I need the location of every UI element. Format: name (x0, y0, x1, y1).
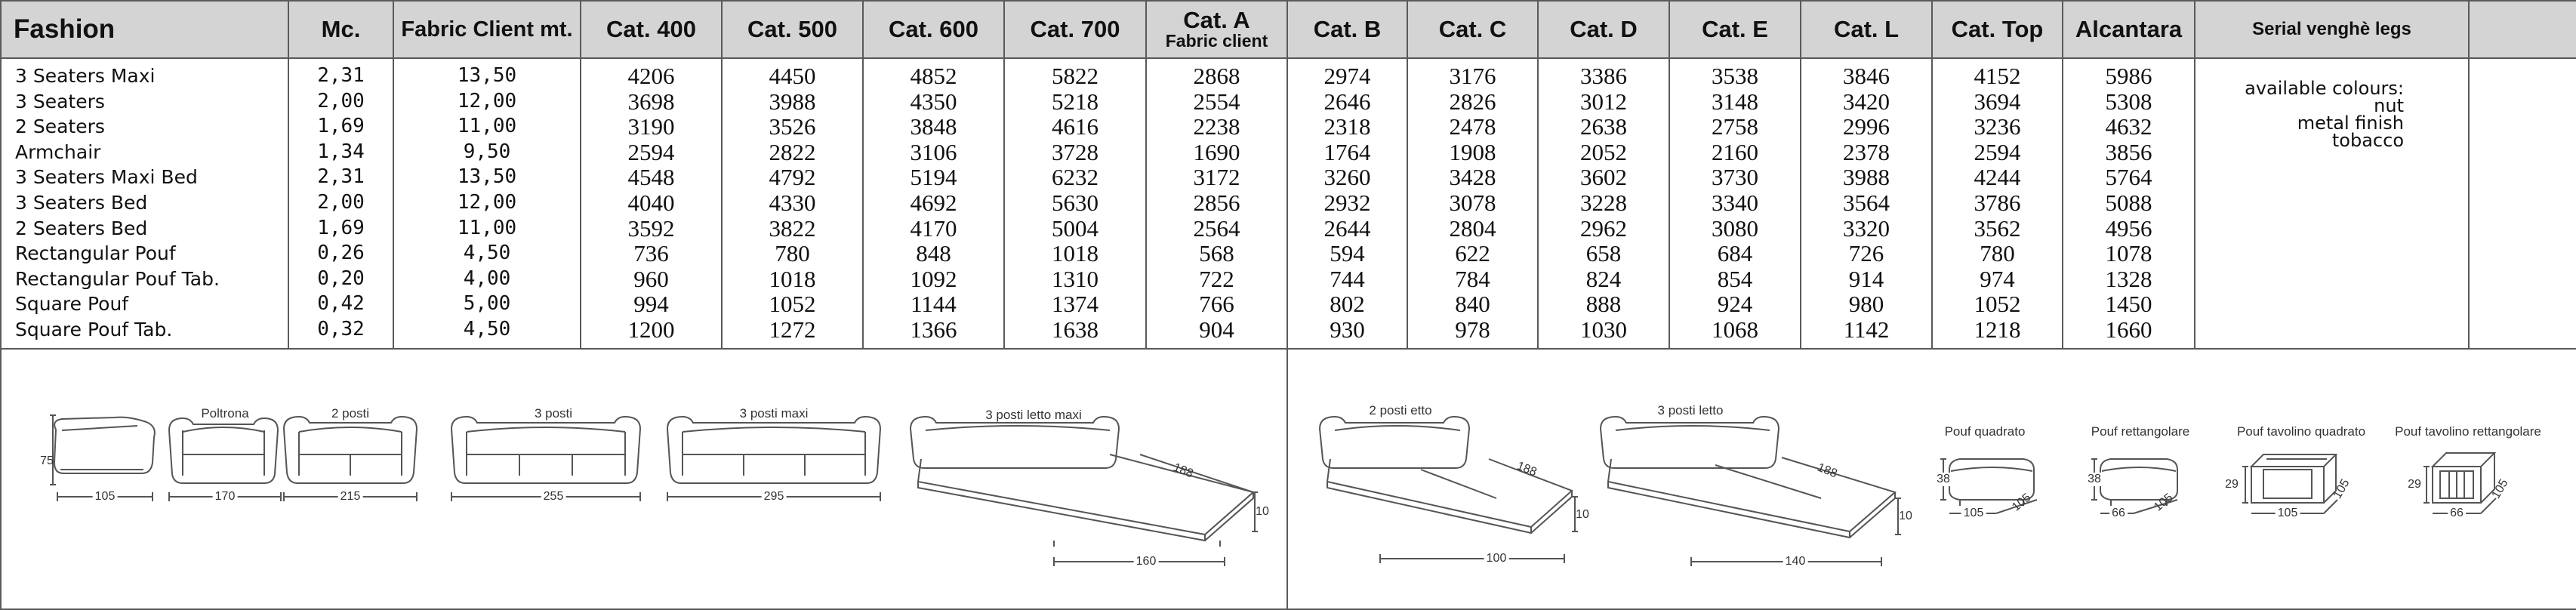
column-header-label: Cat. A (1183, 7, 1250, 33)
column-header-cc (1407, 1, 1538, 58)
table-cell: 1078 (2105, 240, 2152, 267)
table-cell: 0,26 (317, 242, 365, 265)
table-cell: 13,50 (457, 64, 517, 87)
table-cell: 1200 (627, 316, 675, 343)
table-cell: 3538 (1712, 63, 1758, 89)
dimension-label: 188 (1514, 459, 1539, 479)
table-cell: 3730 (1712, 164, 1758, 191)
column-ca (1146, 58, 1287, 349)
serial-note-line: nut (2374, 95, 2404, 116)
sofa-3maxi-drawing (667, 417, 880, 501)
dimension-label: 105 (93, 490, 118, 504)
dimension-label: 29 (2225, 478, 2239, 491)
drawing-caption: 3 posti letto (1657, 403, 1724, 417)
table-cell: 2826 (1449, 88, 1496, 115)
column-header-c600 (863, 1, 1004, 58)
column-header-label: Fashion (14, 14, 116, 44)
table-cell: 2804 (1449, 214, 1496, 242)
table-cell: 3988 (769, 88, 816, 115)
table-cell: 658 (1585, 240, 1622, 267)
column-header-ce (1669, 1, 1801, 58)
column-c500 (722, 58, 863, 349)
table-cell: 1218 (1974, 316, 2021, 343)
table-cell: 3386 (1580, 63, 1627, 89)
drawing-caption: Pouf quadrato (1944, 424, 2026, 439)
serial-note-line: available colours: (2245, 78, 2404, 99)
table-cell: 3822 (769, 214, 816, 242)
column-header-ctop (1932, 1, 2063, 58)
table-cell: 1,34 (317, 140, 365, 163)
column-cb (1287, 58, 1407, 349)
column-header-cb (1287, 1, 1407, 58)
table-cell: 1068 (1712, 316, 1758, 343)
product-drawings (2, 349, 2574, 608)
table-cell: 930 (1330, 316, 1365, 343)
serial-note-line: metal finish (2297, 112, 2404, 134)
bed-3maxi-drawing (911, 417, 1258, 566)
drawing-caption: Poltrona (201, 406, 249, 421)
column-header-c500 (722, 1, 863, 58)
serial-note-line: tobacco (2331, 130, 2404, 151)
table-cell: 2758 (1712, 113, 1758, 140)
table-cell: 1092 (910, 265, 957, 292)
column-c400 (581, 58, 722, 349)
dimension-label: 255 (541, 490, 566, 504)
column-header-label: Cat. 700 (1030, 16, 1120, 42)
table-cell: 9,50 (463, 140, 511, 163)
table-cell: 12,00 (457, 89, 517, 112)
drawing-caption: 3 posti letto maxi (985, 408, 1082, 422)
table-cell: 1638 (1052, 316, 1098, 343)
column-alc (2063, 58, 2195, 349)
table-cell: 974 (1980, 265, 2015, 292)
table-cell: 4548 (627, 164, 675, 191)
table-cell: 684 (1717, 240, 1753, 267)
table-cell: Rectangular Pouf (15, 242, 176, 265)
table-cell: 1052 (1974, 291, 2021, 318)
table-cell: 2 Seaters (15, 116, 105, 138)
dimension-label: 10 (1899, 510, 1912, 522)
table-cell: 2 Seaters Bed (15, 217, 148, 239)
column-header-alc (2063, 1, 2195, 58)
table-cell: 3526 (769, 113, 816, 140)
column-cc (1407, 58, 1538, 349)
table-cell: 1018 (1052, 240, 1098, 267)
table-cell: 1660 (2105, 316, 2152, 343)
sofa-2-drawing (284, 417, 417, 501)
table-cell: 5,00 (463, 292, 511, 316)
column-serial (2195, 58, 2469, 349)
table-cell: 2,31 (317, 165, 365, 189)
armchair-drawing (169, 418, 281, 501)
table-cell: 2974 (1323, 63, 1371, 89)
table-cell: 1374 (1052, 291, 1098, 318)
bed-3-drawing (1601, 417, 1901, 566)
table-cell: 3176 (1449, 63, 1496, 89)
table-cell: 5822 (1052, 63, 1098, 89)
table-cell: 3148 (1712, 88, 1758, 115)
table-cell: 4616 (1052, 113, 1098, 140)
table-cell: 1272 (769, 316, 816, 343)
table-cell: 2996 (1843, 113, 1890, 140)
drawing-caption: Pouf rettangolare (2091, 424, 2190, 439)
table-cell: 3428 (1449, 164, 1496, 191)
column-header-sublabel: Fabric client (1165, 31, 1268, 51)
table-cell: 5218 (1052, 88, 1098, 115)
armchair-side-drawing (50, 415, 155, 501)
dimension-label: 75 (40, 454, 54, 467)
table-cell: 978 (1455, 316, 1490, 343)
table-cell: 0,42 (317, 292, 365, 316)
table-cell: 3786 (1974, 189, 2021, 216)
table-cell: 4206 (627, 63, 675, 89)
table-cell: 1144 (911, 291, 957, 318)
column-header-label: Cat. 500 (747, 16, 837, 42)
table-cell: 2052 (1580, 138, 1627, 165)
column-header-label: Cat. B (1313, 16, 1382, 42)
table-cell: 3420 (1843, 88, 1890, 115)
table-cell: 5004 (1052, 214, 1098, 242)
table-cell: 736 (633, 240, 669, 267)
table-cell: 3602 (1580, 164, 1627, 191)
dimension-label: 295 (762, 490, 787, 504)
table-cell: 802 (1330, 291, 1365, 318)
table-cell: 3190 (627, 113, 675, 140)
pouf-table-square-drawing (2242, 454, 2337, 513)
dimension-label: 38 (1934, 473, 1952, 486)
column-header-fabric (393, 1, 581, 58)
column-c700 (1004, 58, 1146, 349)
table-cell: 4244 (1974, 164, 2021, 191)
dimension-label: 105 (2276, 507, 2300, 520)
table-cell: 11,00 (457, 115, 517, 138)
table-cell: 2644 (1323, 214, 1371, 242)
table-cell: 780 (775, 240, 810, 267)
table-cell: 2,31 (317, 64, 365, 87)
table-cell: 2160 (1712, 138, 1758, 165)
table-cell: 2238 (1193, 113, 1240, 140)
table-cell: 1366 (910, 316, 957, 343)
dimension-label: 66 (2448, 507, 2466, 520)
drawing-caption: 3 posti (534, 406, 573, 421)
dimension-label: 188 (1815, 461, 1839, 481)
table-cell: 4152 (1974, 63, 2021, 89)
table-cell: 0,32 (317, 317, 365, 340)
table-cell: 3 Seaters Bed (15, 191, 148, 214)
table-cell: 568 (1199, 240, 1234, 267)
header-row (1, 1, 2576, 58)
column-blank (2469, 58, 2576, 349)
table-cell: 4350 (910, 88, 957, 115)
table-cell: 3846 (1843, 63, 1890, 89)
table-cell: 2868 (1193, 63, 1240, 89)
table-cell: 924 (1717, 291, 1753, 318)
table-cell: 5088 (2105, 189, 2152, 216)
table-cell: 2564 (1193, 214, 1240, 242)
table-cell: 3228 (1580, 189, 1627, 216)
table-cell: 3728 (1052, 138, 1098, 165)
table-cell: 854 (1717, 265, 1753, 292)
drawing-caption: 2 posti (331, 406, 370, 421)
table-cell: 4,50 (463, 242, 511, 265)
table-cell: 4692 (910, 189, 957, 216)
dimension-label: 38 (2085, 473, 2103, 486)
table-cell: 914 (1848, 265, 1884, 292)
table-cell: 960 (633, 265, 669, 292)
table-cell: 2962 (1580, 214, 1627, 242)
table-cell: 594 (1330, 240, 1365, 267)
column-header-ca (1146, 1, 1287, 58)
column-header-label: Cat. 600 (889, 16, 978, 42)
column-header-label: Cat. D (1570, 16, 1638, 42)
dimension-label: 160 (1134, 555, 1159, 568)
column-header-name (1, 1, 288, 58)
drawings-panel (0, 349, 2576, 610)
table-cell: 1450 (2105, 291, 2152, 318)
drawing-caption: Pouf tavolino rettangolare (2395, 424, 2541, 439)
table-cell: 13,50 (457, 165, 517, 189)
table-cell: 5986 (2105, 63, 2152, 89)
column-header-label: Cat. L (1833, 16, 1900, 42)
dimension-label: 100 (1484, 552, 1509, 565)
table-cell: 622 (1455, 240, 1490, 267)
column-header-mc (288, 1, 393, 58)
column-cl (1801, 58, 1932, 349)
column-header-c400 (581, 1, 722, 58)
table-cell: Armchair (15, 140, 101, 163)
table-cell: 1690 (1193, 138, 1240, 165)
table-cell: 4956 (2105, 214, 2152, 242)
table-cell: 1328 (2105, 265, 2152, 292)
column-header-label: Fabric Client mt. (401, 17, 573, 42)
table-cell: 2554 (1193, 88, 1240, 115)
table-cell: 4330 (769, 189, 816, 216)
column-header-serial (2195, 1, 2469, 58)
table-cell: 848 (916, 240, 951, 267)
dimension-label: 188 (1171, 461, 1195, 481)
table-cell: 5308 (2105, 88, 2152, 115)
table-cell: 3106 (910, 138, 957, 165)
table-cell: 2,00 (317, 190, 365, 214)
table-cell: 5764 (2105, 164, 2152, 191)
table-cell: Square Pouf Tab. (15, 318, 173, 340)
table-cell: 3080 (1712, 214, 1758, 242)
drawing-caption: 3 posti maxi (739, 406, 809, 421)
bed-2-drawing (1320, 417, 1578, 563)
column-ctop (1932, 58, 2063, 349)
table-cell: 722 (1199, 265, 1234, 292)
dimension-label: 105 (2331, 476, 2353, 501)
column-header-cl (1801, 1, 1932, 58)
column-name (1, 58, 288, 349)
table-cell: Square Pouf (15, 293, 129, 316)
column-header-label: Cat. C (1438, 16, 1507, 42)
table-cell: 3694 (1974, 88, 2021, 115)
column-mc (288, 58, 393, 349)
table-cell: 3320 (1843, 214, 1890, 242)
column-fabric (393, 58, 581, 349)
column-cd (1538, 58, 1669, 349)
table-cell: 4,00 (463, 266, 511, 290)
column-header-label: Cat. Top (1951, 16, 2044, 42)
column-header-label: Cat. E (1702, 16, 1768, 42)
table-cell: 726 (1848, 240, 1884, 267)
table-cell: 994 (633, 291, 669, 318)
table-cell: 3340 (1712, 189, 1758, 216)
table-cell: 4,50 (463, 317, 511, 340)
table-cell: 2478 (1449, 113, 1496, 140)
column-header-label: Cat. 400 (606, 16, 696, 42)
drawing-caption: Pouf tavolino quadrato (2236, 424, 2366, 439)
table-cell: 3 Seaters Maxi Bed (15, 166, 198, 189)
table-cell: 1310 (1052, 265, 1098, 292)
data-row (1, 58, 2576, 349)
table-cell: 11,00 (457, 216, 517, 239)
table-cell: 5194 (910, 164, 957, 191)
table-cell: 888 (1585, 291, 1622, 318)
table-cell: 4852 (910, 63, 957, 89)
drawing-caption: 2 posti etto (1369, 403, 1432, 417)
table-cell: 2856 (1193, 189, 1240, 216)
table-cell: 1908 (1449, 138, 1496, 165)
table-cell: 3698 (627, 88, 675, 115)
table-cell: 2594 (1974, 138, 2021, 165)
table-cell: 3012 (1580, 88, 1627, 115)
pouf-table-rect-drawing (2423, 453, 2496, 513)
table-cell: 2594 (627, 138, 675, 165)
table-cell: 2638 (1580, 113, 1627, 140)
sofa-3-drawing (451, 417, 640, 501)
table-cell: 980 (1848, 291, 1884, 318)
dimension-label: 105 (1961, 507, 1986, 520)
column-c600 (863, 58, 1004, 349)
column-header-c700 (1004, 1, 1146, 58)
table-cell: 4040 (627, 189, 675, 216)
table-cell: 1018 (769, 265, 816, 292)
table-cell: 3592 (627, 214, 675, 242)
table-cell: 3078 (1449, 189, 1496, 216)
table-cell: 780 (1980, 240, 2015, 267)
table-cell: 784 (1455, 265, 1490, 292)
table-cell: 840 (1455, 291, 1490, 318)
table-cell: 744 (1330, 265, 1365, 292)
table-cell: 1,69 (317, 216, 365, 239)
table-cell: 4632 (2105, 113, 2152, 140)
table-cell: 3260 (1323, 164, 1371, 191)
table-cell: 3 Seaters Maxi (15, 65, 156, 87)
dimension-label: 105 (2009, 491, 2034, 514)
table-cell: 1052 (769, 291, 816, 318)
table-cell: 4170 (910, 214, 957, 242)
table-cell: 2822 (769, 138, 816, 165)
table-cell: Rectangular Pouf Tab. (15, 267, 220, 290)
table-cell: 0,20 (317, 266, 365, 290)
column-header-label: Mc. (321, 16, 361, 42)
dimension-label: 66 (2109, 507, 2128, 520)
table-cell: 5630 (1052, 189, 1098, 216)
column-header-cd (1538, 1, 1669, 58)
table-cell: 3562 (1974, 214, 2021, 242)
table-cell: 1,69 (317, 115, 365, 138)
table-cell: 3856 (2105, 138, 2152, 165)
dimension-label: 105 (2151, 491, 2176, 514)
table-cell: 3 Seaters (15, 90, 105, 112)
dimension-label: 10 (1576, 508, 1589, 521)
table-cell: 824 (1585, 265, 1622, 292)
table-cell: 904 (1199, 316, 1234, 343)
table-cell: 1030 (1580, 316, 1627, 343)
table-cell: 3848 (910, 113, 957, 140)
column-header-label: Alcantara (2075, 16, 2183, 42)
table-cell: 766 (1199, 291, 1234, 318)
table-cell: 2378 (1843, 138, 1890, 165)
table-cell: 12,00 (457, 190, 517, 214)
column-header-blank (2469, 1, 2576, 58)
column-header-label: Serial venghè legs (2252, 19, 2411, 39)
table-cell: 1764 (1323, 138, 1371, 165)
table-cell: 4450 (769, 63, 816, 89)
table-cell: 2318 (1323, 113, 1371, 140)
dimension-label: 170 (213, 490, 238, 504)
column-ce (1669, 58, 1801, 349)
table-cell: 6232 (1052, 164, 1098, 191)
dimension-label: 105 (2489, 476, 2511, 501)
table-cell: 2,00 (317, 89, 365, 112)
dimension-label: 29 (2408, 478, 2421, 491)
table-cell: 2646 (1323, 88, 1371, 115)
dimension-label: 140 (1783, 555, 1808, 568)
dimension-label: 10 (1256, 505, 1269, 518)
dimension-label: 215 (338, 490, 363, 504)
table-cell: 3988 (1843, 164, 1890, 191)
table-cell: 4792 (769, 164, 816, 191)
table-cell: 3236 (1974, 113, 2021, 140)
table-cell: 3172 (1193, 164, 1240, 191)
table-cell: 3564 (1843, 189, 1890, 216)
table-cell: 1142 (1843, 316, 1890, 343)
table-cell: 2932 (1323, 189, 1371, 216)
